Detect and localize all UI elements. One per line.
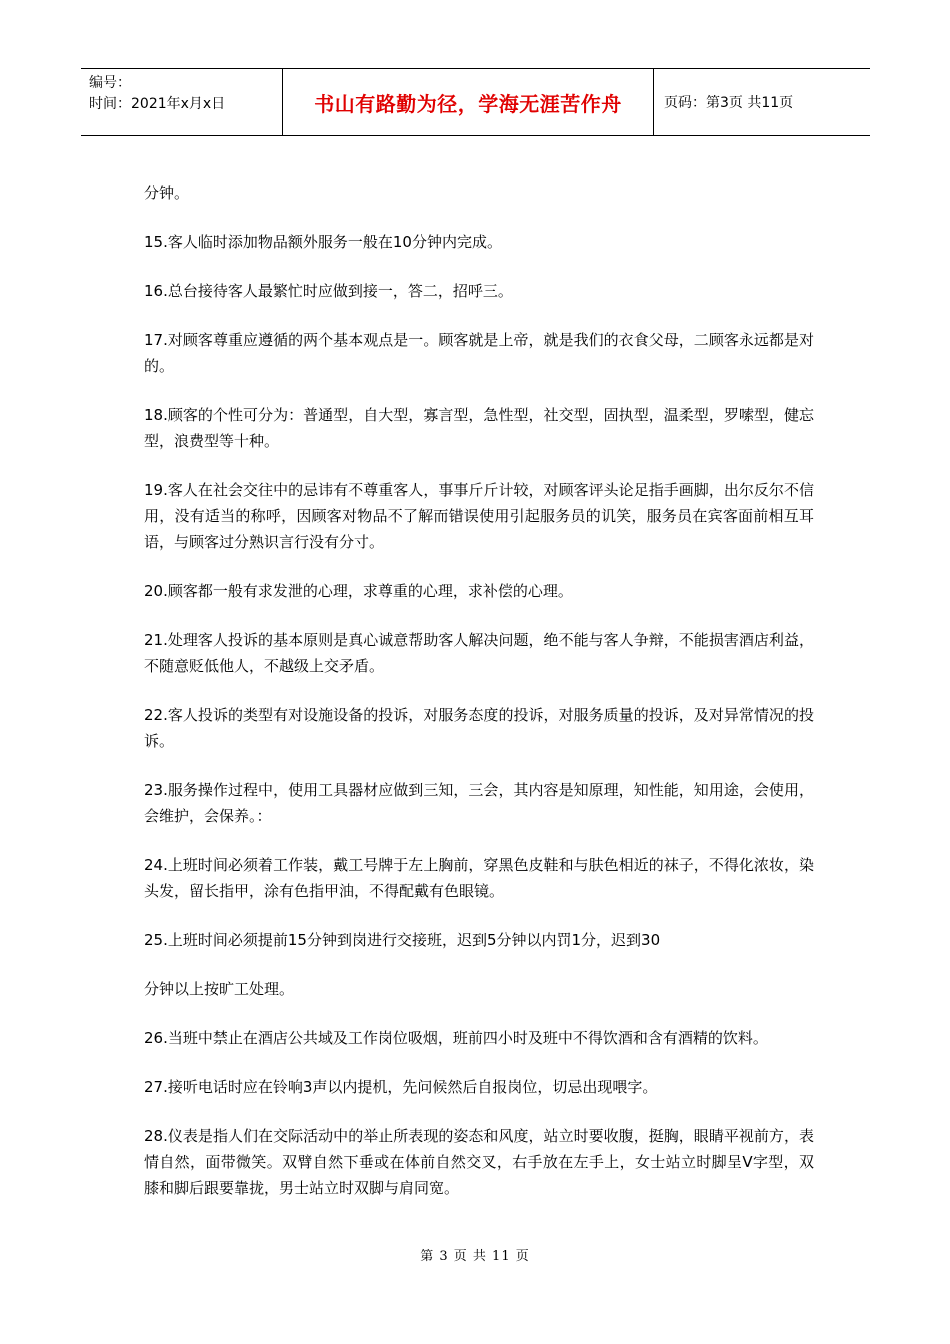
paragraph: 24.上班时间必须着工作装，戴工号牌于左上胸前，穿黑色皮鞋和与肤色相近的袜子，不得化浓妆，染头发，留长指甲，涂有色指甲油，不得配戴有色眼镜。 [144,856,814,900]
paragraph: 28.仪表是指人们在交际活动中的举止所表现的姿态和风度，站立时要收腹，挺胸，眼睛平视前方，表情自然，面带微笑。双臂自然下垂或在体前自然交叉，右手放在左手上，女士站立时脚呈V字型，双膝和脚后跟要靠拢，男士站立时双脚与肩同宽。 [144,1127,814,1197]
page-footer: 第 3 页 共 11 页 [420,1249,530,1264]
header-page-cell [654,69,870,135]
document-date-label: 时间：2021年x月x日 [89,96,226,112]
paragraph: 21.处理客人投诉的基本原则是真心诚意帮助客人解决问题，绝不能与客人争辩，不能损害酒店利益，不随意贬低他人，不越级上交矛盾。 [144,631,814,675]
header-page-number: 页码：第3页 共11页 [664,95,794,111]
paragraph: 20.顾客都一般有求发泄的心理，求尊重的心理，求补偿的心理。 [144,582,573,600]
header-motto-cell [283,69,654,135]
paragraph: 分钟。 [144,184,190,202]
paragraph: 17.对顾客尊重应遵循的两个基本观点是一。顾客就是上帝，就是我们的衣食父母，二顾客永远都是对的。 [144,331,814,375]
paragraph: 18.顾客的个性可分为：普通型，自大型，寡言型，急性型，社交型，固执型，温柔型，罗嗦型，健忘型，浪费型等十种。 [144,406,814,450]
paragraph: 23.服务操作过程中，使用工具器材应做到三知，三会，其内容是知原理，知性能，知用途，会使用，会维护，会保养。： [144,781,814,825]
document-number-label: 编号： [89,75,131,91]
paragraph: 25.上班时间必须提前15分钟到岗进行交接班，迟到5分钟以内罚1分，迟到30 [144,931,661,949]
paragraph: 22.客人投诉的类型有对设施设备的投诉，对服务态度的投诉，对服务质量的投诉，及对异常情况的投诉。 [144,706,814,750]
paragraph: 19.客人在社会交往中的忌讳有不尊重客人，事事斤斤计较，对顾客评头论足指手画脚，出尔反尔不信用，没有适当的称呼，因顾客对物品不了解而错误使用引起服务员的讥笑，服务员在宾客面前相互耳语，与顾客过分熟识言行没有分寸。 [144,481,814,551]
header-motto: 书山有路勤为径，学海无涯苦作舟 [314,91,622,116]
paragraph: 16.总台接待客人最繁忙时应做到接一，答二，招呼三。 [144,282,513,300]
paragraph: 27.接听电话时应在铃响3声以内提机，先问候然后自报岗位，切忌出现喂字。 [144,1078,658,1096]
paragraph: 15.客人临时添加物品额外服务一般在10分钟内完成。 [144,233,502,251]
paragraph: 26.当班中禁止在酒店公共域及工作岗位吸烟，班前四小时及班中不得饮酒和含有酒精的饮料。 [144,1029,768,1047]
page-header [81,68,870,136]
document-body [144,180,814,1224]
paragraph: 分钟以上按旷工处理。 [144,980,295,998]
header-info-cell [81,69,283,135]
